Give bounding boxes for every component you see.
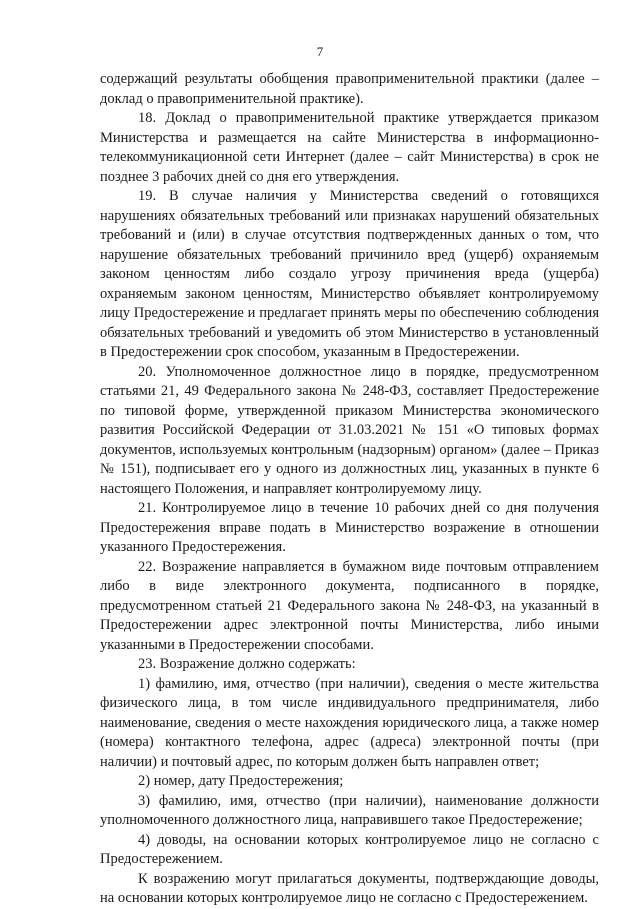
list-item-1: 1) фамилию, имя, отчество (при наличии), сведения о месте жительства физического лица, в том числе индивидуального предпринимателя, либо наименование, сведения о месте нахождения юридического лица, а также номер (номера) контактного телефона, адрес (адреса) электронной почты (при наличии) и почтовый адрес, по которым должен быть направлен ответ; <box>100 675 599 770</box>
paragraph-20: 20. Уполномоченное должностное лицо в порядке, предусмотренном статьями 21, 49 Федерального закона № 248-ФЗ, составляет Предостережение по типовой форме, утвержденной приказом Министерства экономического развития Российской Федерации от 31.03.2021 № 151 «О типовых формах документов, используемых контрольным (надзорным) органом» (далее – Приказ № 151), подписывает его у одного из должностных лиц, указанных в пункте 6 настоящего Положения, и направляет контролируемому лицу. <box>100 363 599 497</box>
page-number: 7 <box>316 44 324 59</box>
paragraph-attachments: К возражению могут прилагаться документы, подтверждающие доводы, на основании которых контролируемое лицо не согласно с Предостережением. <box>100 870 599 906</box>
list-item-4: 4) доводы, на основании которых контролируемое лицо не согласно с Предостережением. <box>100 831 599 867</box>
paragraph-21: 21. Контролируемое лицо в течение 10 рабочих дней со дня получения Предостережения вправе подать в Министерство возражение в отношении указанного Предостережения. <box>100 500 599 555</box>
paragraph-18: 18. Доклад о правоприменительной практике утверждается приказом Министерства и размещается на сайте Министерства в информационно-телекоммуникационной сети Интернет (далее – сайт Министерства) в срок не позднее 3 рабочих дней со дня его утверждения. <box>100 110 599 185</box>
document-body <box>100 70 599 909</box>
paragraph-19: 19. В случае наличия у Министерства сведений о готовящихся нарушениях обязательных требований или признаках нарушений обязательных требований и (или) в случае отсутствия подтвержденных данных о том, что нарушение обязательных требований причинило вред (ущерб) охраняемым законом ценностям либо создало угрозу причинения вреда (ущерба) охраняемым законом ценностям, Министерство объявляет контролируемому лицу Предостережение и предлагает принять меры по обеспечению соблюдения обязательных требований и уведомить об этом Министерство в установленный в Предостережении срок способом, указанным в Предостережении. <box>100 188 599 360</box>
list-item-2: 2) номер, дату Предостережения; <box>138 773 344 789</box>
list-item-3: 3) фамилию, имя, отчество (при наличии), наименование должности уполномоченного должностного лица, направившего такое Предостережение; <box>100 792 599 828</box>
paragraph-continuation: содержащий результаты обобщения правоприменительной практики (далее – доклад о правоприменительной практике). <box>100 71 599 107</box>
paragraph-23: 23. Возражение должно содержать: <box>138 656 356 672</box>
paragraph-22: 22. Возражение направляется в бумажном виде почтовым отправлением либо в виде электронного документа, подписанного в порядке, предусмотренном статьей 21 Федерального закона № 248-ФЗ, на указанный в Предостережении адрес электронной почты Министерства, либо иными указанными в Предостережении способами. <box>100 558 599 653</box>
